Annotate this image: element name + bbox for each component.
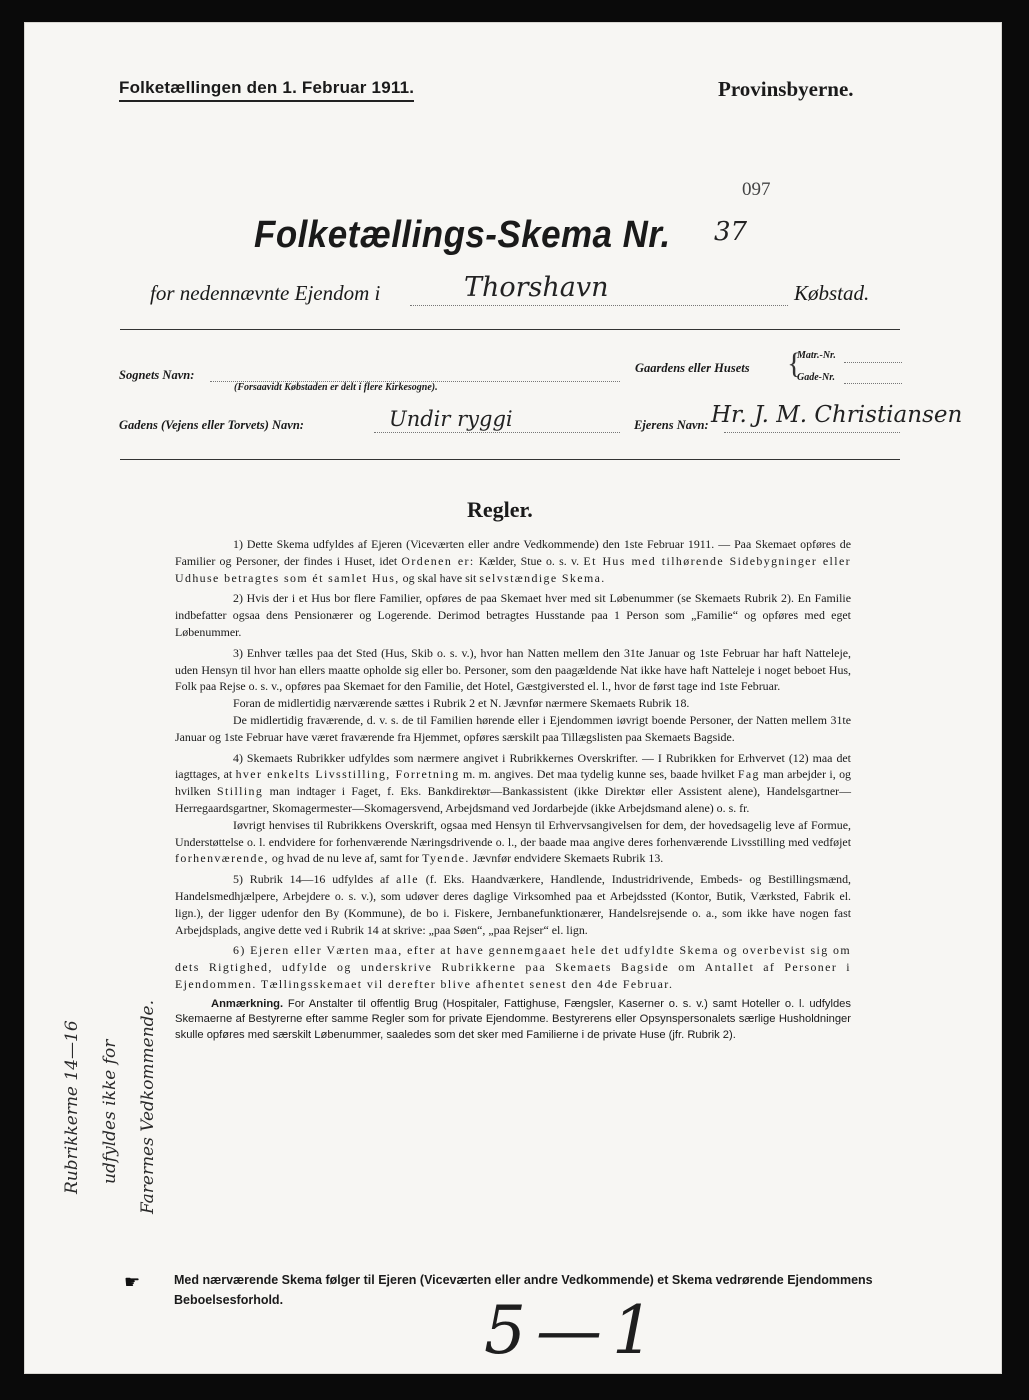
- street-dotted-line: [374, 432, 620, 433]
- street-value: Undir ryggi: [389, 407, 513, 431]
- rule-3: 3) Enhver tælles paa det Sted (Hus, Skib o. s. v.), hvor han Natten mellem den 31te Januar og 1ste Februar har haft Natteleje, uden Hensyn til hvor han ellers maatte opholde sig eller bo. Personer, som den paagældende Nat ikke have haft Natteleje i noget beboet Hus, Folk paa Rejse o. s. v., opføres paa Skemaet for den Familie, det Hotel, Gæstgiversted el. l., hvor de først tage ind 1ste Februar.: [175, 645, 851, 694]
- census-form-sheet: [24, 22, 1002, 1374]
- farm-label: Gaardens eller Husets: [635, 361, 750, 375]
- rules-heading: Regler.: [467, 497, 533, 522]
- street-label: Gadens (Vejens eller Torvets) Navn:: [119, 418, 304, 432]
- margin-note-line-2: udfyldes ikke for: [100, 1039, 120, 1184]
- parish-note: (Forsaavidt Købstaden er delt i flere Kirkesogne).: [234, 382, 438, 393]
- margin-note-line-1: Rubrikkerne 14—16: [62, 1020, 82, 1194]
- margin-note-line-3: Farernes Vedkommende.: [138, 999, 158, 1214]
- form-title: Folketællings-Skema Nr.: [254, 214, 671, 256]
- form-number: 097: [742, 179, 771, 200]
- annotation-note: Anmærkning. For Anstalter til offentlig Brug (Hospitaler, Fattighuse, Fængsler, Kaserner o. s. v.) samt Hoteller o. l. udfyldes Skemaerne af Bestyrerne efter samme Regler som for private Ejendomme. Bestyrerens eller Opsynspersonalets særlige Husholdninger skulle opføres med særskilt Løbenummer, saaledes som det sker med Familierne i de private Huse (jfr. Rubrik 2).: [175, 997, 852, 1041]
- margin-handwritten-note: [50, 924, 170, 1214]
- parish-label: Sognets Navn:: [119, 368, 195, 382]
- divider-bottom: [120, 459, 900, 460]
- footer-notice: Med nærværende Skema følger til Ejeren (Viceværten eller andre Vedkommende) et Skema vedrørende Ejendommens Beboelsesforhold.: [174, 1273, 873, 1307]
- divider-top: [120, 329, 900, 330]
- rule-3-absent: De midlertidig fraværende, d. v. s. de til Familien hørende eller i Ejendommen iøvrigt boende Personer, der Natten mellem 31te Januar og 1ste Februar have været fraværende fra Hjemmet, opføres særskilt paa Tillægslisten paa Skemaets Bagside.: [175, 712, 851, 744]
- rule-2: 2) Hvis der i et Hus bor flere Familier, opføres de paa Skemaet hver med sit Løbenummer (se Skemaets Rubrik 2). En Familie indbefatter ogsaa dens Pensionærer og Logerende. Derimod betragtes Husstande paa 1 Person som „Familie“ og opføres med eget Løbenummer.: [175, 591, 851, 639]
- pointing-hand-icon: ☛: [124, 1272, 141, 1292]
- brace-icon: {: [787, 347, 802, 380]
- owner-label: Ejerens Navn:: [634, 418, 709, 432]
- matr-dotted-line: [844, 362, 902, 363]
- rule-3-vistors: Foran de midlertidig nærværende sættes i Rubrik 2 et N. Jævnfør nærmere Skemaets Rubrik 18.: [233, 696, 690, 711]
- form-title-number: 37: [714, 217, 748, 247]
- rule-1: 1) Dette Skema udfyldes af Ejeren (Viceværten eller andre Vedkommende) den 1ste Februar 1911. — Paa Skemaet opføres de Familier og Personer, der findes i Huset, idet Ordenen er: Kælder, Stue o. s. v. Et Hus med tilhørende Sidebygninger eller Udhuse betragtes som ét samlet Hus, og skal have sit selvstændige Skema.: [175, 537, 851, 585]
- rule-4-occupation: Iøvrigt henvises til Rubrikkens Overskrift, ogsaa med Hensyn til Erhvervsangivelsen for dem, der hovedsagelig leve af Formue, Understøttelse o. l. endvidere for forhenværende Næringsdrivende o. l., der baade maa angive deres forhenværende Livsstilling med vedføjet forhenværende, og hvad de nu leve af, samt for Tyende. Jævnfør endvidere Skemaets Rubrik 13.: [175, 817, 851, 866]
- rules-body: [175, 536, 851, 1047]
- gade-label: Gade-Nr.: [797, 372, 836, 383]
- owner-dotted-line: [724, 432, 900, 433]
- rule-5: 5) Rubrik 14—16 udfyldes af alle (f. Eks. Haandværkere, Handlende, Industridrivende, Embeds- og Bestillingsmænd, Handelsmedhjælpere, Arbejdere o. s. v.), som udøver deres daglige Virksomhed paa et Arbejdssted (Kontor, Butik, Værksted, Fabrik el. lign.), der ligger udenfor den By (Kommune), de bo i. Fiskere, Jernbanefunktionærer, Handelsrejsende o. a., som ikke have nogen fast Arbejdsplads, angive dette ved i Rubrik 14 at skrive: „paa Søen“, „paa Rejser“ el. lign.: [175, 872, 851, 937]
- rule-4: 4) Skemaets Rubrikker udfyldes som nærmere angivet i Rubrikkernes Overskrifter. — I Rubrikken for Erhvervet (12) maa det iagttages, at hver enkelts Livsstilling, Forretning m. m. angives. Det maa tydelig kunne ses, baade hvilket Fag man arbejder i, og hvilken Stilling man indtager i Faget, f. Eks. Bankdirektør—Bankassistent (ikke Direktør eller Assistent alene), Handelsgartner—Herregaardsgartner, Skomagermester—Skomagersvend, Arbejdsmand ved Jordarbejde (ikke Arbejdsmand alene) o. s. fr.: [175, 750, 851, 815]
- rule-6: 6) Ejeren eller Værten maa, efter at have gennemgaaet hele det udfyldte Skema og overbevist sig om dets Rigtighed, udfylde og underskrive Rubrikkerne paa Skemaets Bagside om Antallet af Personer i Ejendommen. Tællingsskemaet vil derefter blive afhentet senest den 4de Februar.: [175, 943, 851, 991]
- town-suffix: Købstad.: [794, 281, 870, 305]
- town-value: Thorshavn: [464, 272, 609, 303]
- town-dotted-line: [410, 305, 788, 306]
- matr-label: Matr.-Nr.: [797, 350, 836, 361]
- property-label: for nedennævnte Ejendom i: [150, 281, 381, 305]
- handwritten-reference-number: 5—1: [484, 1292, 664, 1369]
- owner-value: Hr. J. M. Christiansen: [711, 402, 963, 428]
- gade-dotted-line: [844, 383, 902, 384]
- region-header: Provinsbyerne.: [718, 77, 854, 101]
- census-date-header: Folketællingen den 1. Februar 1911.: [119, 78, 414, 102]
